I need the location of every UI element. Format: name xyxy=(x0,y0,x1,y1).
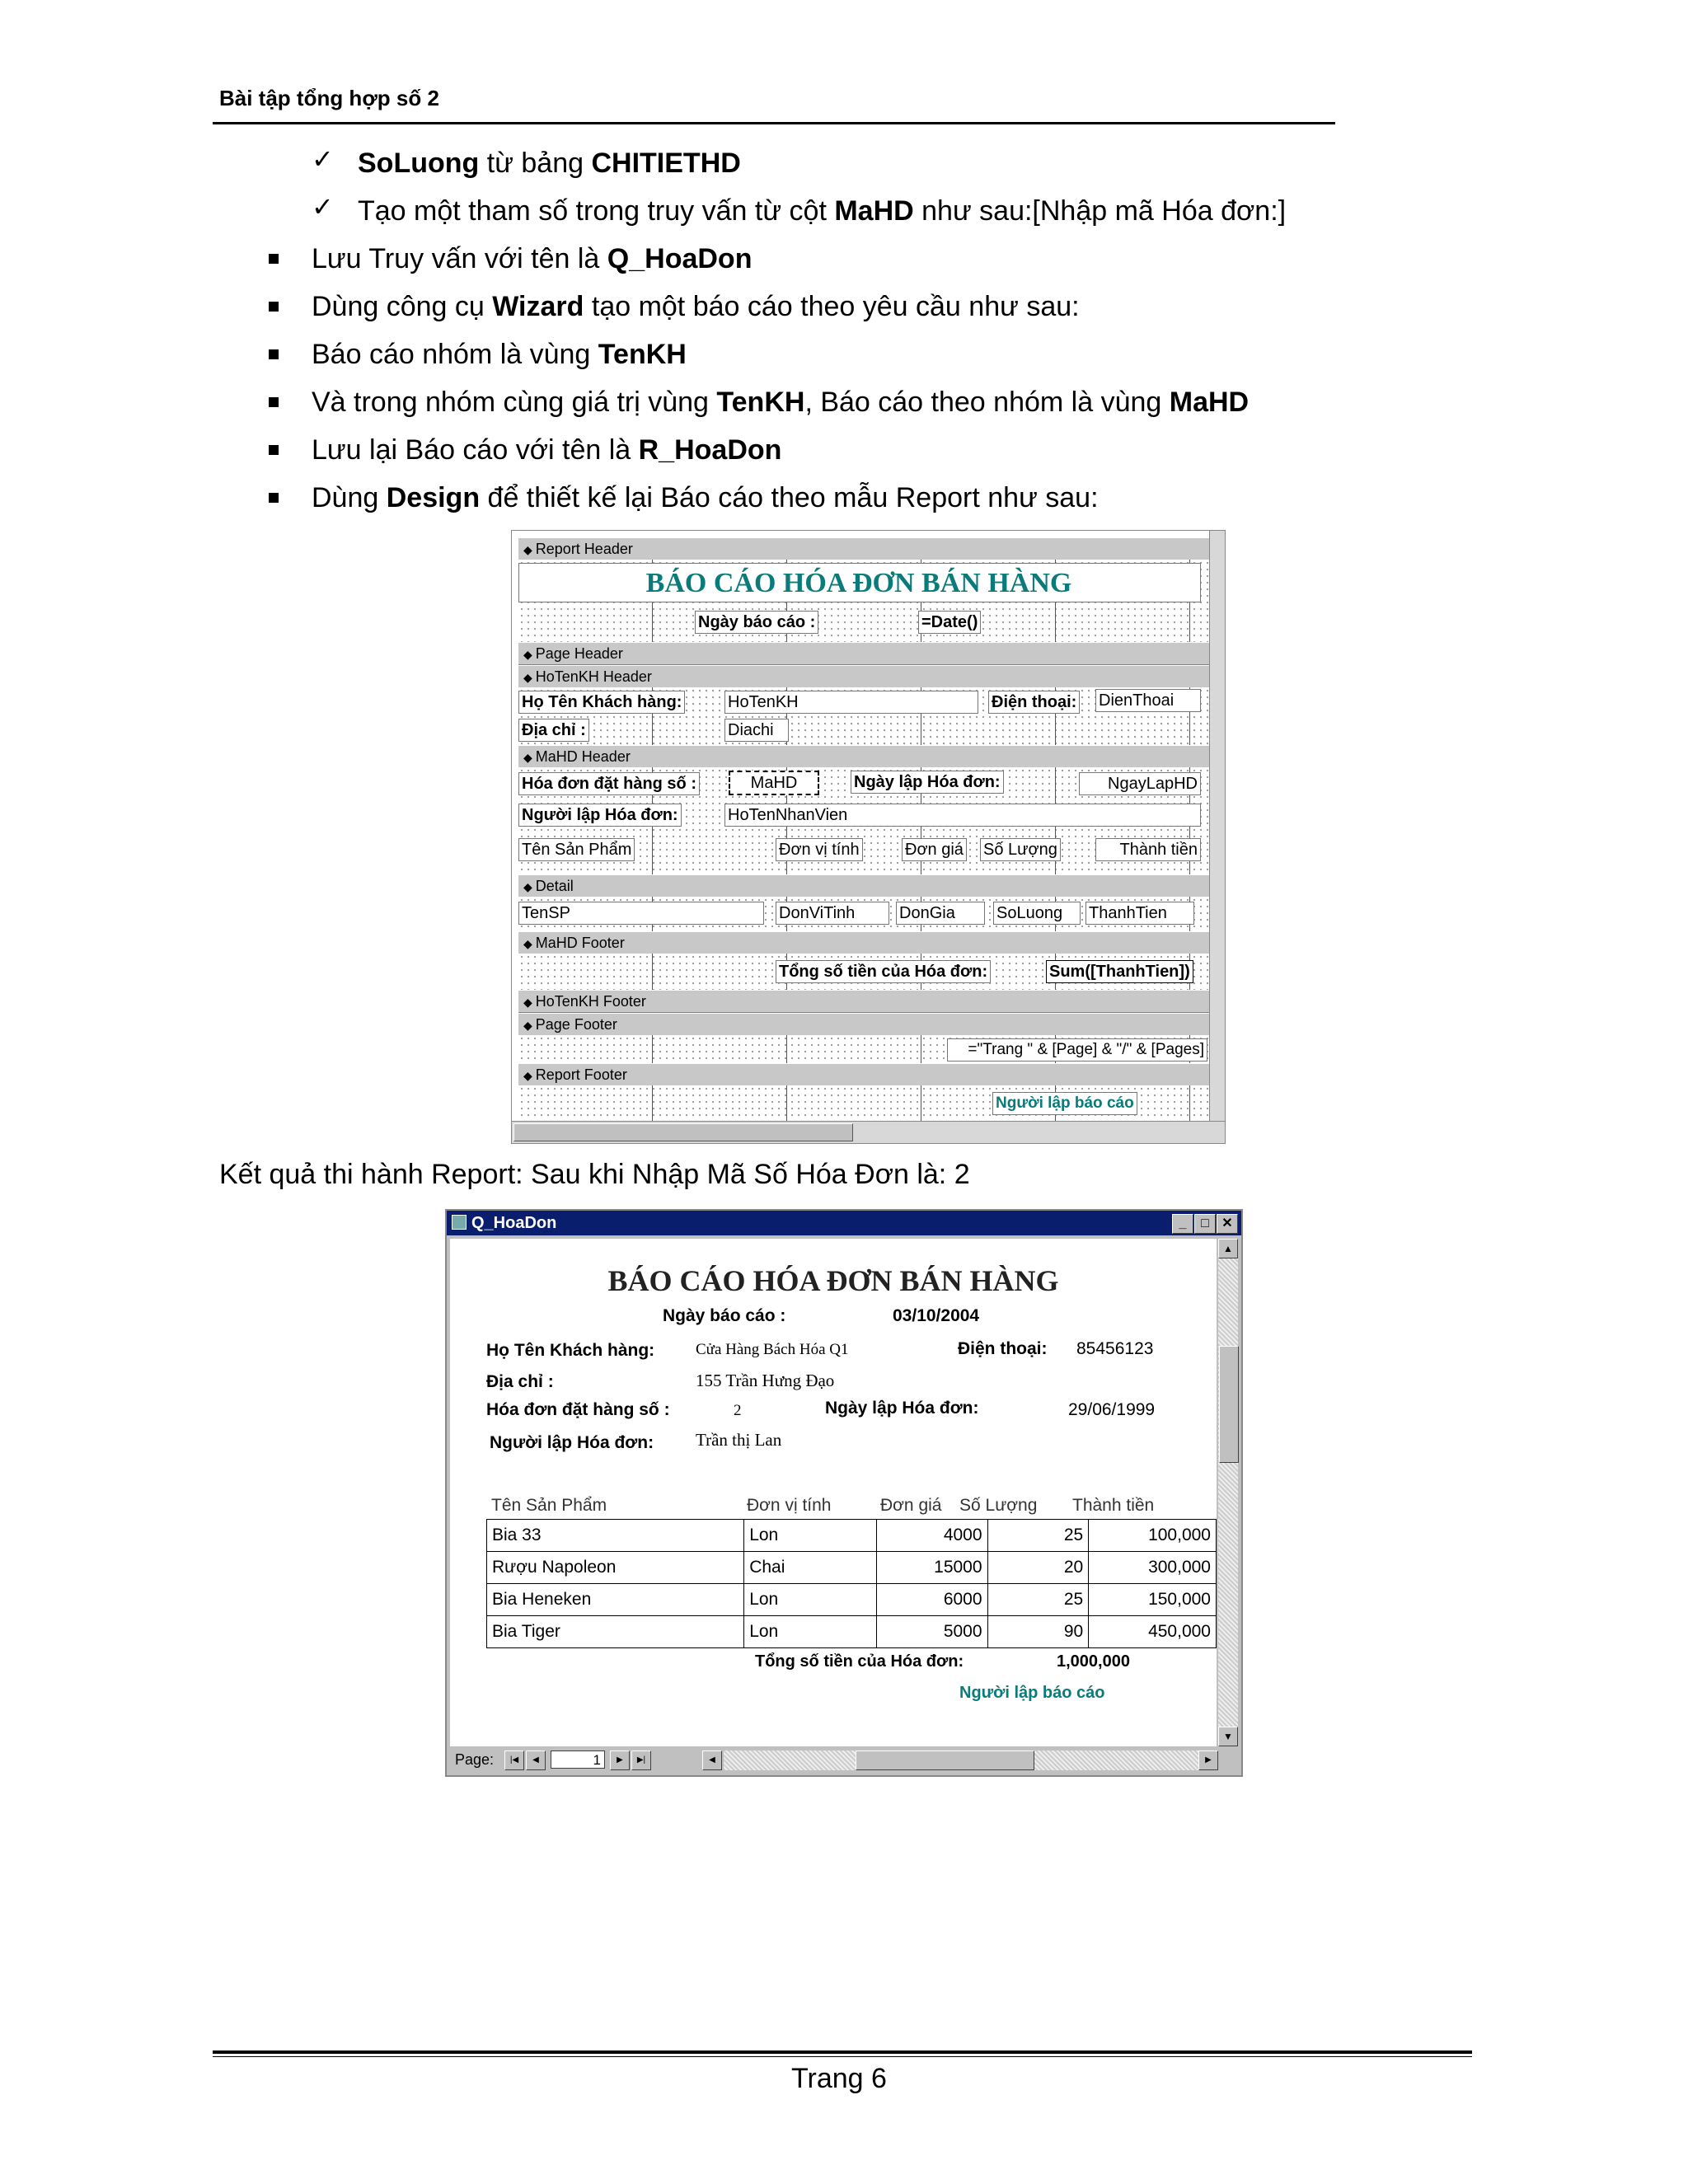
section-page-footer[interactable]: ◆ Page Footer xyxy=(518,1013,1219,1036)
preview-customer-label: Họ Tên Khách hàng: xyxy=(486,1341,655,1360)
table-cell: Bia Heneken xyxy=(487,1584,744,1616)
section-label: Page Footer xyxy=(535,1016,617,1033)
preview-reporter: Người lập báo cáo xyxy=(959,1684,1105,1702)
band-mahd-header xyxy=(518,767,1219,874)
preview-address-label: Địa chỉ : xyxy=(486,1372,554,1391)
preview-col-product: Tên Sản Phẩm xyxy=(491,1496,607,1515)
design-reporter-label[interactable]: Người lập báo cáo xyxy=(992,1092,1137,1115)
report-preview-page xyxy=(450,1239,1217,1746)
page-number: Trang 6 xyxy=(791,2063,887,2094)
document-header-title: Bài tập tổng hợp số 2 xyxy=(219,86,439,110)
report-design-view xyxy=(511,530,1226,1144)
section-hotenkh-header[interactable]: ◆ HoTenKH Header xyxy=(518,665,1219,688)
band-detail xyxy=(518,897,1219,931)
check-icon: ✓ xyxy=(312,144,334,174)
first-page-icon[interactable]: |◀ xyxy=(504,1750,524,1770)
page-number-input[interactable]: 1 xyxy=(551,1750,605,1769)
preview-sum-label: Tổng số tiền của Hóa đơn: xyxy=(755,1652,964,1671)
preview-vertical-scrollbar[interactable] xyxy=(1218,1239,1238,1746)
scroll-right-icon[interactable]: ▶ xyxy=(1198,1750,1218,1770)
footer-rule xyxy=(213,2050,1472,2054)
design-invoice-field[interactable]: MaHD xyxy=(729,771,819,795)
preview-address-value: 155 Trần Hưng Đạo xyxy=(696,1371,835,1390)
design-phone-label[interactable]: Điện thoại: xyxy=(988,691,1080,714)
text-run: như sau:[Nhập mã Hóa đơn:] xyxy=(913,195,1287,227)
text-run: Và trong nhóm cùng giá trị vùng xyxy=(312,387,717,418)
design-sum-expr[interactable]: Sum([ThanhTien]) xyxy=(1046,960,1193,983)
minimize-button[interactable]: _ xyxy=(1172,1214,1193,1234)
instruction-item xyxy=(312,338,687,371)
text-run: tạo một báo cáo theo yêu cầu như sau: xyxy=(584,291,1080,322)
bold-term: MaHD xyxy=(834,195,914,227)
design-field-price[interactable]: DonGia xyxy=(896,902,985,925)
instruction-item xyxy=(358,147,741,180)
table-cell: 4000 xyxy=(876,1520,987,1552)
design-customer-field[interactable]: HoTenKH xyxy=(724,691,978,714)
section-page-header[interactable]: ◆ Page Header xyxy=(518,642,1219,665)
band-report-header xyxy=(518,560,1219,642)
design-creator-field[interactable]: HoTenNhanVien xyxy=(724,804,1201,827)
preview-col-total: Thành tiền xyxy=(1072,1496,1155,1515)
bold-term: CHITIETHD xyxy=(591,148,741,179)
section-label: Report Footer xyxy=(535,1066,627,1083)
section-report-footer[interactable]: ◆ Report Footer xyxy=(518,1063,1219,1086)
text-run: Báo cáo nhóm là vùng xyxy=(312,339,598,370)
design-customer-label[interactable]: Họ Tên Khách hàng: xyxy=(518,691,685,714)
design-phone-field[interactable]: DienThoai xyxy=(1095,689,1201,712)
table-row xyxy=(487,1616,1217,1648)
square-bullet-icon xyxy=(269,349,279,359)
instruction-item xyxy=(312,434,781,466)
preview-items-table xyxy=(486,1519,1217,1648)
table-row xyxy=(487,1552,1217,1584)
table-cell: Bia 33 xyxy=(487,1520,744,1552)
prev-page-icon[interactable]: ◀ xyxy=(526,1750,546,1770)
table-cell: 90 xyxy=(987,1616,1089,1648)
text-run: để thiết kế lại Báo cáo theo mẫu Report như sau: xyxy=(480,482,1099,513)
design-date-inv-field[interactable]: NgayLapHD xyxy=(1079,772,1201,795)
design-col-total[interactable]: Thành tiền xyxy=(1095,838,1201,861)
band-mahd-footer xyxy=(518,954,1219,990)
design-field-qty[interactable]: SoLuong xyxy=(993,902,1081,925)
report-preview-window xyxy=(445,1209,1243,1777)
table-cell: 450,000 xyxy=(1089,1616,1217,1648)
preview-invoice-label: Hóa đơn đặt hàng số : xyxy=(486,1400,670,1419)
table-cell: 25 xyxy=(987,1584,1089,1616)
design-col-product[interactable]: Tên Sản Phẩm xyxy=(518,838,635,861)
window-title: Q_HoaDon xyxy=(471,1214,557,1232)
band-hotenkh-header xyxy=(518,687,1219,745)
header-rule xyxy=(213,122,1335,124)
result-caption: Kết quả thi hành Report: Sau khi Nhập Mã Số Hóa Đơn là: 2 xyxy=(219,1159,970,1190)
square-bullet-icon xyxy=(269,397,279,407)
square-bullet-icon xyxy=(269,302,279,312)
design-creator-label[interactable]: Người lập Hóa đơn: xyxy=(518,804,682,827)
design-sum-label[interactable]: Tổng số tiền của Hóa đơn: xyxy=(776,960,991,983)
preview-title: BÁO CÁO HÓA ĐƠN BÁN HÀNG xyxy=(607,1264,1059,1297)
bold-term: SoLuong xyxy=(358,148,480,179)
preview-date-inv-label: Ngày lập Hóa đơn: xyxy=(825,1399,979,1418)
scroll-thumb[interactable] xyxy=(1219,1346,1239,1463)
preview-invoice-value: 2 xyxy=(734,1402,742,1419)
table-cell: 6000 xyxy=(876,1584,987,1616)
page-label: Page: xyxy=(455,1751,495,1768)
square-bullet-icon xyxy=(269,254,279,264)
table-cell: 150,000 xyxy=(1089,1584,1217,1616)
table-cell: 20 xyxy=(987,1552,1089,1584)
text-run: Dùng xyxy=(312,482,387,513)
section-mahd-header[interactable]: ◆ MaHD Header xyxy=(518,745,1219,768)
design-field-product[interactable]: TenSP xyxy=(518,902,764,925)
square-bullet-icon xyxy=(269,445,279,455)
preview-date-inv-value: 29/06/1999 xyxy=(1068,1400,1156,1419)
section-report-header[interactable]: ◆ Report Header xyxy=(518,537,1219,560)
section-label: MaHD Footer xyxy=(535,935,625,951)
text-run: Lưu lại Báo cáo với tên là xyxy=(312,434,639,466)
scroll-up-icon[interactable]: ▲ xyxy=(1218,1239,1238,1258)
preview-col-price: Đơn giá xyxy=(880,1496,942,1515)
preview-creator-value: Trần thị Lan xyxy=(696,1430,782,1450)
design-address-label[interactable]: Địa chỉ : xyxy=(518,719,589,742)
section-hotenkh-footer[interactable]: ◆ HoTenKH Footer xyxy=(518,990,1219,1013)
table-cell: 100,000 xyxy=(1089,1520,1217,1552)
text-run: từ bảng xyxy=(479,148,592,179)
footer-rule-thin xyxy=(213,2056,1472,2057)
preview-phone-label: Điện thoại: xyxy=(958,1339,1048,1358)
table-cell: Lon xyxy=(744,1584,877,1616)
bold-term: MaHD xyxy=(1169,387,1250,418)
instruction-item xyxy=(312,481,1099,514)
table-cell: Lon xyxy=(744,1520,877,1552)
last-page-icon[interactable]: ▶| xyxy=(631,1750,651,1770)
table-cell: Chai xyxy=(744,1552,877,1584)
preview-horizontal-scrollbar[interactable] xyxy=(724,1750,1198,1770)
bold-term: Q_HoaDon xyxy=(607,243,753,274)
bold-term: Design xyxy=(386,482,481,513)
table-cell: 15000 xyxy=(876,1552,987,1584)
section-label: Report Header xyxy=(535,541,633,557)
preview-date-label: Ngày báo cáo : xyxy=(663,1306,786,1325)
bold-term: Wizard xyxy=(492,291,584,322)
design-date-inv-label[interactable]: Ngày lập Hóa đơn: xyxy=(851,771,1004,794)
table-cell: 5000 xyxy=(876,1616,987,1648)
section-label: Detail xyxy=(535,878,574,894)
close-button[interactable]: ✕ xyxy=(1217,1214,1238,1234)
table-cell: Bia Tiger xyxy=(487,1616,744,1648)
section-label: Page Header xyxy=(535,645,623,662)
band-page-footer xyxy=(518,1035,1219,1063)
preview-date-value: 03/10/2004 xyxy=(893,1306,980,1325)
table-cell: 300,000 xyxy=(1089,1552,1217,1584)
design-title-label[interactable]: BÁO CÁO HÓA ĐƠN BÁN HÀNG xyxy=(645,568,1072,598)
preview-phone-value: 85456123 xyxy=(1076,1339,1154,1358)
preview-sum-value: 1,000,000 xyxy=(1057,1652,1130,1671)
design-horizontal-scrollbar[interactable] xyxy=(512,1121,1225,1143)
maximize-button[interactable]: □ xyxy=(1194,1214,1216,1234)
text-run: Lưu Truy vấn với tên là xyxy=(312,243,607,274)
report-icon xyxy=(452,1215,467,1230)
design-date-label[interactable]: Ngày báo cáo : xyxy=(695,611,818,634)
section-mahd-footer[interactable]: ◆ MaHD Footer xyxy=(518,931,1219,954)
horizontal-scroll-thumb[interactable] xyxy=(856,1750,1034,1770)
section-detail[interactable]: ◆ Detail xyxy=(518,874,1219,898)
text-run: , Báo cáo theo nhóm là vùng xyxy=(804,387,1170,418)
design-page-expr[interactable]: ="Trang " & [Page] & "/" & [Pages] xyxy=(947,1038,1207,1062)
design-col-qty[interactable]: Số Lượng xyxy=(980,838,1061,861)
design-field-unit[interactable]: DonViTinh xyxy=(776,902,889,925)
instruction-item xyxy=(312,386,1249,419)
preview-creator-label: Người lập Hóa đơn: xyxy=(490,1433,654,1452)
band-report-footer xyxy=(518,1085,1219,1122)
preview-col-qty: Số Lượng xyxy=(959,1496,1038,1515)
design-scroll-thumb[interactable] xyxy=(513,1123,853,1141)
design-col-unit[interactable]: Đơn vị tính xyxy=(776,838,863,861)
preview-customer-value: Cửa Hàng Bách Hóa Q1 xyxy=(696,1341,849,1358)
scroll-left-icon[interactable]: ◀ xyxy=(702,1750,722,1770)
text-run: Tạo một tham số trong truy vấn từ cột xyxy=(358,195,835,227)
design-vertical-scrollbar[interactable] xyxy=(1209,531,1225,1143)
design-col-price[interactable]: Đơn giá xyxy=(902,838,967,861)
scroll-down-icon[interactable]: ▼ xyxy=(1218,1727,1238,1746)
bold-term: TenKH xyxy=(598,339,687,370)
bold-term: TenKH xyxy=(716,387,805,418)
design-address-field[interactable]: Diachi xyxy=(724,719,789,742)
preview-navigation-bar xyxy=(447,1748,1241,1773)
table-row xyxy=(487,1584,1217,1616)
section-label: MaHD Header xyxy=(535,748,631,765)
instruction-item xyxy=(312,242,752,275)
square-bullet-icon xyxy=(269,493,279,503)
section-label: HoTenKH Header xyxy=(535,668,652,685)
instruction-item xyxy=(312,290,1080,323)
window-titlebar[interactable] xyxy=(447,1211,1241,1235)
bold-term: R_HoaDon xyxy=(638,434,782,466)
table-cell: Lon xyxy=(744,1616,877,1648)
table-cell: 25 xyxy=(987,1520,1089,1552)
check-icon: ✓ xyxy=(312,192,334,222)
table-cell: Rượu Napoleon xyxy=(487,1552,744,1584)
preview-col-unit: Đơn vị tính xyxy=(747,1496,832,1515)
section-label: HoTenKH Footer xyxy=(535,993,646,1010)
table-row xyxy=(487,1520,1217,1552)
design-field-total[interactable]: ThanhTien xyxy=(1085,902,1194,925)
next-page-icon[interactable]: ▶ xyxy=(610,1750,630,1770)
text-run: Dùng công cụ xyxy=(312,291,493,322)
instruction-item xyxy=(358,194,1286,227)
design-invoice-label[interactable]: Hóa đơn đặt hàng số : xyxy=(518,772,700,795)
design-date-expr[interactable]: =Date() xyxy=(918,611,981,634)
